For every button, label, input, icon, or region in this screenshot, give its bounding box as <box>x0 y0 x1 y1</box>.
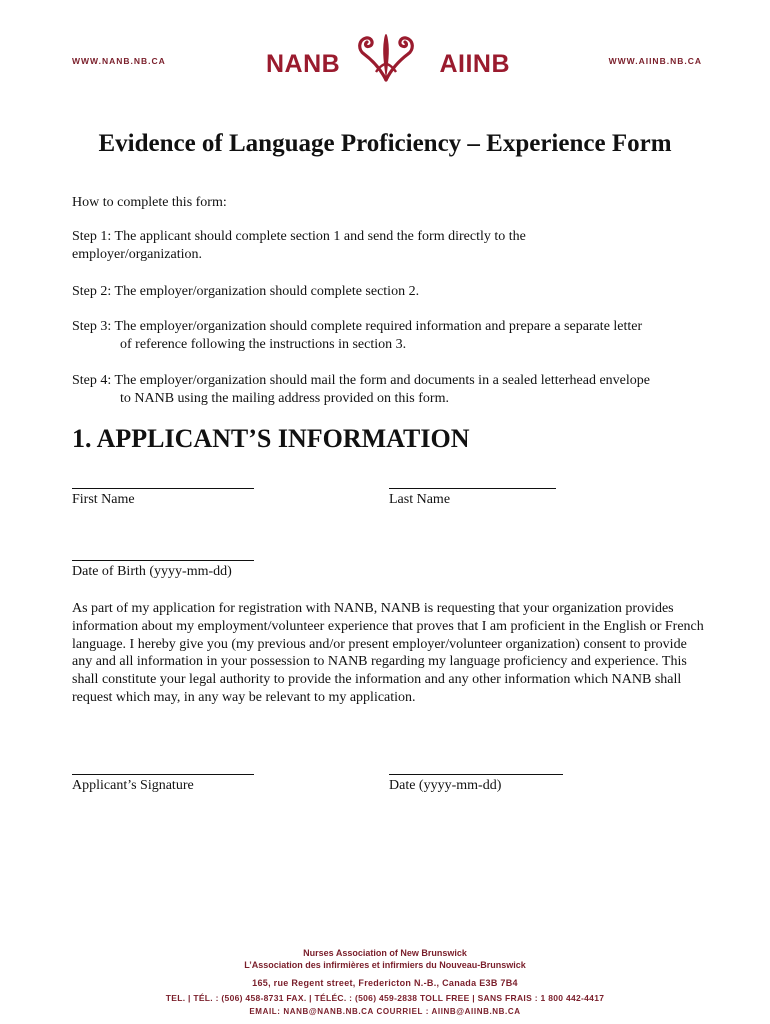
step-4-text-a: Step 4: The employer/organization should mail the form and documents in a sealed letterhead envelope <box>72 373 650 388</box>
website-url-left: WWW.NANB.NB.CA <box>72 56 166 66</box>
instruction-step-4 <box>72 372 712 408</box>
page-title: Evidence of Language Proficiency – Experience Form <box>98 130 672 157</box>
applicant-signature-field[interactable] <box>72 774 254 775</box>
instruction-step-3 <box>72 318 712 354</box>
step-3-text-b: of reference following the instructions in section 3. <box>120 337 407 352</box>
footer-emails: EMAIL: NANB@NANB.NB.CA COURRIEL : AIINB@AIINB.NB.CA <box>249 1007 521 1016</box>
footer-phone-numbers: TEL. | TÉL. : (506) 458-8731 FAX. | TÉLÉC. : (506) 459-2838 TOLL FREE | SANS FRAIS : 1 800 442-4417 <box>165 993 605 1003</box>
last-name-label: Last Name <box>389 492 451 507</box>
step-3-text-a: Step 3: The employer/organization should complete required information and prepare a separate letter <box>72 319 643 334</box>
website-url-right: WWW.AIINB.NB.CA <box>608 56 702 66</box>
date-of-birth-field[interactable] <box>72 560 254 561</box>
logo-text-aiinb: AIINB <box>439 50 510 78</box>
first-name-field[interactable] <box>72 488 254 489</box>
logo-text-nanb: NANB <box>266 50 341 78</box>
applicant-signature-label: Applicant’s Signature <box>72 778 194 793</box>
consent-paragraph: As part of my application for registration with NANB, NANB is requesting that your organization provides information about my employment/volunteer experience that proves that I am proficient in the English or French language. I hereby give you (my previous and/or present employer/volunteer organization) consent to provide any and all information in your possession to NANB regarding my language proficiency and experience. This shall constitute your legal authority to provide the information and any other information which NANB shall request which may, in any way be relevant to my application. <box>72 601 704 705</box>
footer-address: 165, rue Regent street, Fredericton N.-B., Canada E3B 7B4 <box>252 978 518 988</box>
first-name-label: First Name <box>72 492 135 507</box>
instruction-step-1 <box>72 228 592 264</box>
instruction-step-2: Step 2: The employer/organization should complete section 2. <box>72 284 420 299</box>
step-4-text-b: to NANB using the mailing address provided on this form. <box>120 391 449 406</box>
instructions-intro: How to complete this form: <box>72 195 227 210</box>
footer-org-name-en: Nurses Association of New Brunswick <box>303 948 467 958</box>
lamp-emblem-icon <box>354 24 418 82</box>
signature-date-label: Date (yyyy-mm-dd) <box>389 778 502 793</box>
section-1-heading: 1. APPLICANT’S INFORMATION <box>72 424 470 453</box>
step-1-text-a: Step 1: The applicant should complete section 1 and send the form directly to the <box>72 229 526 244</box>
nanb-logo <box>262 22 512 82</box>
footer-org-name-fr: L’Association des infirmières et infirmiers du Nouveau-Brunswick <box>244 960 526 970</box>
step-1-text-b: employer/organization. <box>72 247 202 262</box>
last-name-field[interactable] <box>389 488 556 489</box>
date-of-birth-label: Date of Birth (yyyy-mm-dd) <box>72 564 232 579</box>
signature-date-field[interactable] <box>389 774 563 775</box>
